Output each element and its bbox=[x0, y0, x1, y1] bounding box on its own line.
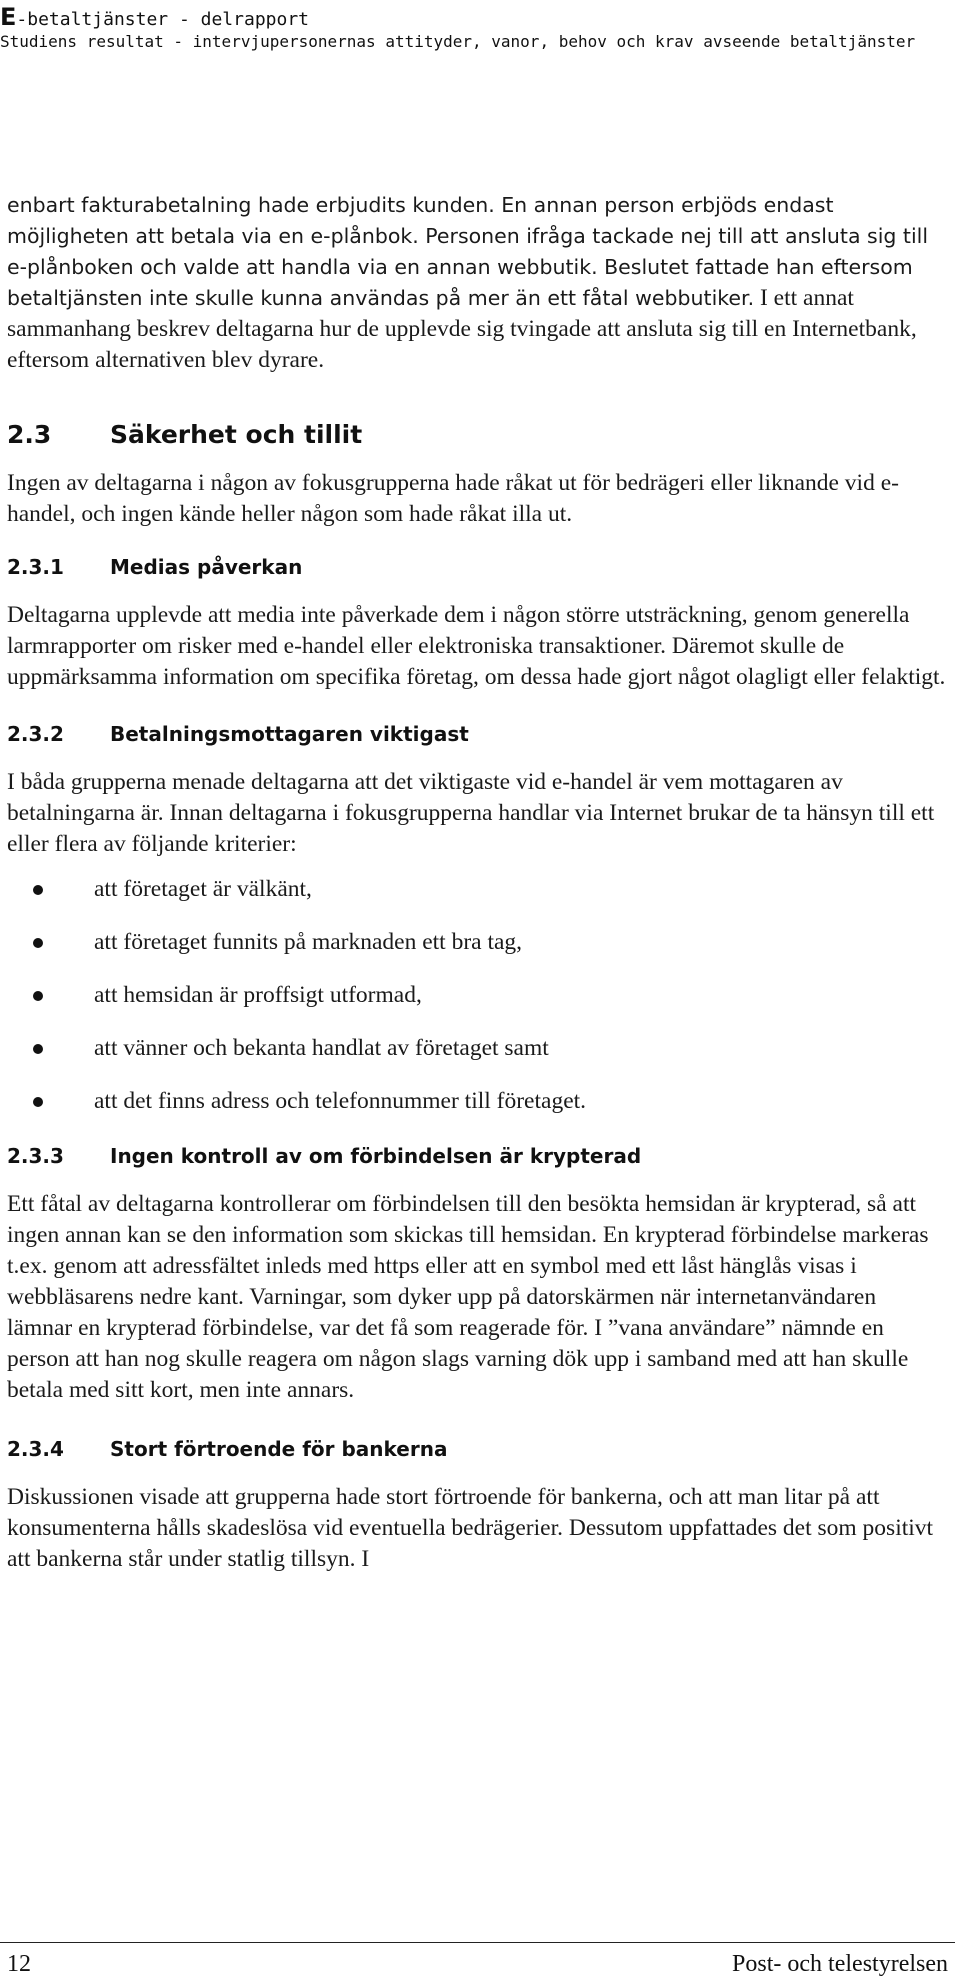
footer-divider bbox=[0, 1942, 955, 1943]
header-title-initial: E bbox=[0, 3, 17, 31]
section-2-3-3-paragraph: Ett fåtal av deltagarna kontrollerar om förbindelsen till den besökta hemsidan är krypterad, så att ingen annan kan se den information som skickas till hemsidan. En krypterad förbindelse markeras t.ex. genom att adressfältet inleds med https eller att en symbol med ett låst hänglås visas i webbläsarens nedre kant. Varningar, som dyker upp på datorskärmen när internetanvändaren lämnar en krypterad förbindelse, var det få som reagerade för. I ”vana användare” nämnde en person att han nog skulle reagera om någon slags varning dök upp i samband med att han skulle betala med sitt kort, men inte annars. bbox=[7, 1191, 929, 1403]
running-header-subtitle: Studiens resultat - intervjupersonernas attityder, vanor, behov och krav avseende betaltjänster bbox=[0, 32, 916, 51]
list-item-text: att vänner och bekanta handlat av företaget samt bbox=[94, 1035, 549, 1061]
intro-text-sans: enbart fakturabetalning hade erbjudits kunden. En annan person erbjöds endast möjligheten att betala via en e-plånbok. Personen ifråga tackade nej till att ansluta sig till e-plånboken och valde att handla via en annan webbutik. Beslutet fattade han eftersom betaltjänsten inte skulle kunna användas på mer än ett fåtal webbutiker. bbox=[7, 193, 929, 310]
section-number: 2.3.3 bbox=[7, 1144, 64, 1168]
list-item-text: att det finns adress och telefonnummer till företaget. bbox=[94, 1088, 587, 1114]
bullet-icon bbox=[33, 1097, 43, 1107]
section-number: 2.3.1 bbox=[7, 555, 64, 579]
section-title: Säkerhet och tillit bbox=[110, 420, 363, 449]
intro-paragraph bbox=[7, 190, 947, 376]
document-body bbox=[7, 190, 947, 1575]
section-number: 2.3.2 bbox=[7, 722, 64, 746]
section-title: Betalningsmottagaren viktigast bbox=[110, 722, 469, 746]
section-2-3-2-paragraph: I båda grupperna menade deltagarna att det viktigaste vid e-handel är vem mottagaren av betalningarna är. Innan deltagarna i fokusgrupperna handlar via Internet brukar de ta hänsyn till ett eller flera av följande kriterier: bbox=[7, 769, 935, 857]
list-item bbox=[7, 927, 947, 958]
list-item-text: att hemsidan är proffsigt utformad, bbox=[94, 982, 422, 1008]
list-item-text: att företaget är välkänt, bbox=[94, 876, 312, 902]
list-item-text: att företaget funnits på marknaden ett bra tag, bbox=[94, 929, 523, 955]
list-item bbox=[7, 980, 947, 1011]
intro-text-serif: I ett annat sammanhang beskrev deltagarna hur de upplevde sig tvingade att ansluta sig till en Internetbank, eftersom alternativen blev dyrare. bbox=[7, 285, 917, 373]
section-2-3-1-paragraph: Deltagarna upplevde att media inte påverkade dem i någon större utsträckning, genom generella larmrapporter om risker med e-handel eller elektroniska transaktioner. Däremot skulle de uppmärksamma information om specifika företag, om dessa hade gjort något olagligt eller felaktigt. bbox=[7, 602, 946, 690]
section-2-3-paragraph: Ingen av deltagarna i någon av fokusgrupperna hade råkat ut för bedrägeri eller liknande vid e-handel, och ingen kände heller någon som hade råkat illa ut. bbox=[7, 470, 899, 527]
section-title: Stort förtroende för bankerna bbox=[110, 1437, 448, 1461]
section-heading-2-3-4 bbox=[7, 1436, 947, 1462]
running-header-title bbox=[0, 3, 310, 31]
section-heading-2-3 bbox=[7, 420, 947, 450]
list-item bbox=[7, 1086, 947, 1117]
footer-organization: Post- och telestyrelsen bbox=[732, 1951, 948, 1977]
section-number: 2.3.4 bbox=[7, 1437, 64, 1461]
section-2-3-4-paragraph: Diskussionen visade att grupperna hade stort förtroende för bankerna, och att man litar på att konsumenterna hålls skadeslösa vid eventuella bedrägerier. Dessutom uppfattades det som positivt att bankerna står under statlig tillsyn. I bbox=[7, 1484, 934, 1572]
bullet-icon bbox=[33, 991, 43, 1001]
section-number: 2.3 bbox=[7, 420, 52, 449]
header-title-text: -betaltjänster - delrapport bbox=[16, 9, 310, 30]
section-heading-2-3-3 bbox=[7, 1143, 947, 1169]
section-title: Medias påverkan bbox=[110, 555, 303, 579]
bullet-icon bbox=[33, 1044, 43, 1054]
list-item bbox=[7, 1033, 947, 1064]
section-heading-2-3-1 bbox=[7, 554, 947, 580]
list-item bbox=[7, 874, 947, 905]
section-heading-2-3-2 bbox=[7, 721, 947, 747]
bullet-icon bbox=[33, 885, 43, 895]
criteria-list bbox=[7, 874, 947, 1117]
section-title: Ingen kontroll av om förbindelsen är krypterad bbox=[110, 1144, 642, 1168]
page-number: 12 bbox=[7, 1951, 31, 1977]
bullet-icon bbox=[33, 938, 43, 948]
